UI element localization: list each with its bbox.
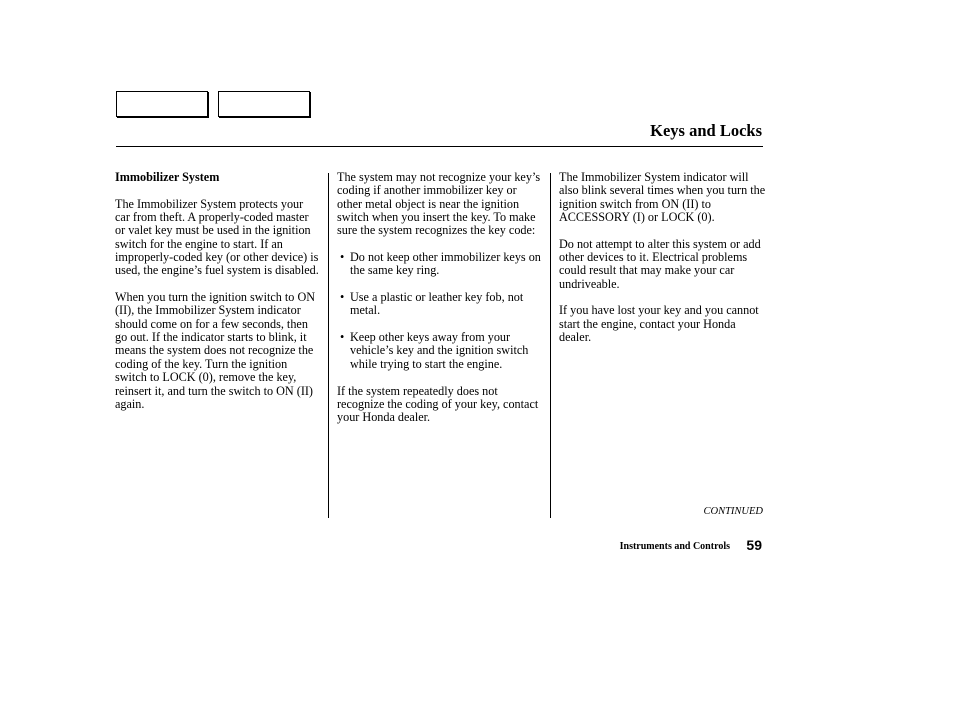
header-tab-box-right: [218, 91, 310, 117]
paragraph: The Immobilizer System protects your car from theft. A properly-coded master or valet key must be used in the ignition switch for the engine to start. If an improperly-coded key (or other device) is used, the engine’s fuel system is disabled.: [115, 196, 319, 278]
list-item: [337, 251, 542, 278]
list-item-text: Use a plastic or leather key fob, not metal.: [350, 290, 524, 318]
paragraph: Do not attempt to alter this system or add other devices to it. Electrical problems could result that may make your car undriveable.: [559, 236, 761, 291]
paragraph: The system may not recognize your key’s coding if another immobilizer key or other metal object is near the ignition switch when you insert the key. To make sure the system recognizes the key code:: [337, 170, 541, 238]
paragraph: If you have lost your key and you cannot start the engine, contact your Honda dealer.: [559, 303, 759, 345]
text-column-1: [115, 171, 320, 425]
header-tab-box-left: [116, 91, 208, 117]
text-column-2: [337, 171, 542, 438]
footer-section-name: Instruments and Controls: [619, 541, 730, 552]
list-item: [337, 331, 542, 371]
list-item: [337, 291, 542, 318]
text-column-3: [559, 171, 767, 358]
list-item-text: Keep other keys away from your vehicle’s key and the ignition switch while trying to start the engine.: [350, 330, 529, 371]
column-divider: [328, 173, 329, 518]
bullet-list: [337, 251, 542, 371]
column-divider: [550, 173, 551, 518]
paragraph: When you turn the ignition switch to ON (II), the Immobilizer System indicator should come on for a few seconds, then go out. If the indicator starts to blink, it means the system does not recognize the coding of the key. Turn the ignition switch to LOCK (0), remove the key, reinsert it, and turn the switch to ON (II) again.: [115, 290, 316, 411]
continued-label: CONTINUED: [703, 506, 763, 517]
bullet-icon: •: [340, 330, 345, 345]
paragraph: The Immobilizer System indicator will also blink several times when you turn the ignition switch from ON (II) to ACCESSORY (I) or LOCK (0).: [559, 170, 766, 225]
bullet-icon: •: [340, 250, 345, 265]
list-item-text: Do not keep other immobilizer keys on the same key ring.: [350, 250, 541, 278]
page-title: Keys and Locks: [650, 121, 762, 140]
paragraph: If the system repeatedly does not recognize the coding of your key, contact your Honda dealer.: [337, 383, 539, 425]
page-number: 59: [746, 537, 762, 553]
bullet-icon: •: [340, 290, 345, 305]
section-heading: Immobilizer System: [115, 170, 220, 184]
title-rule: [116, 146, 763, 147]
